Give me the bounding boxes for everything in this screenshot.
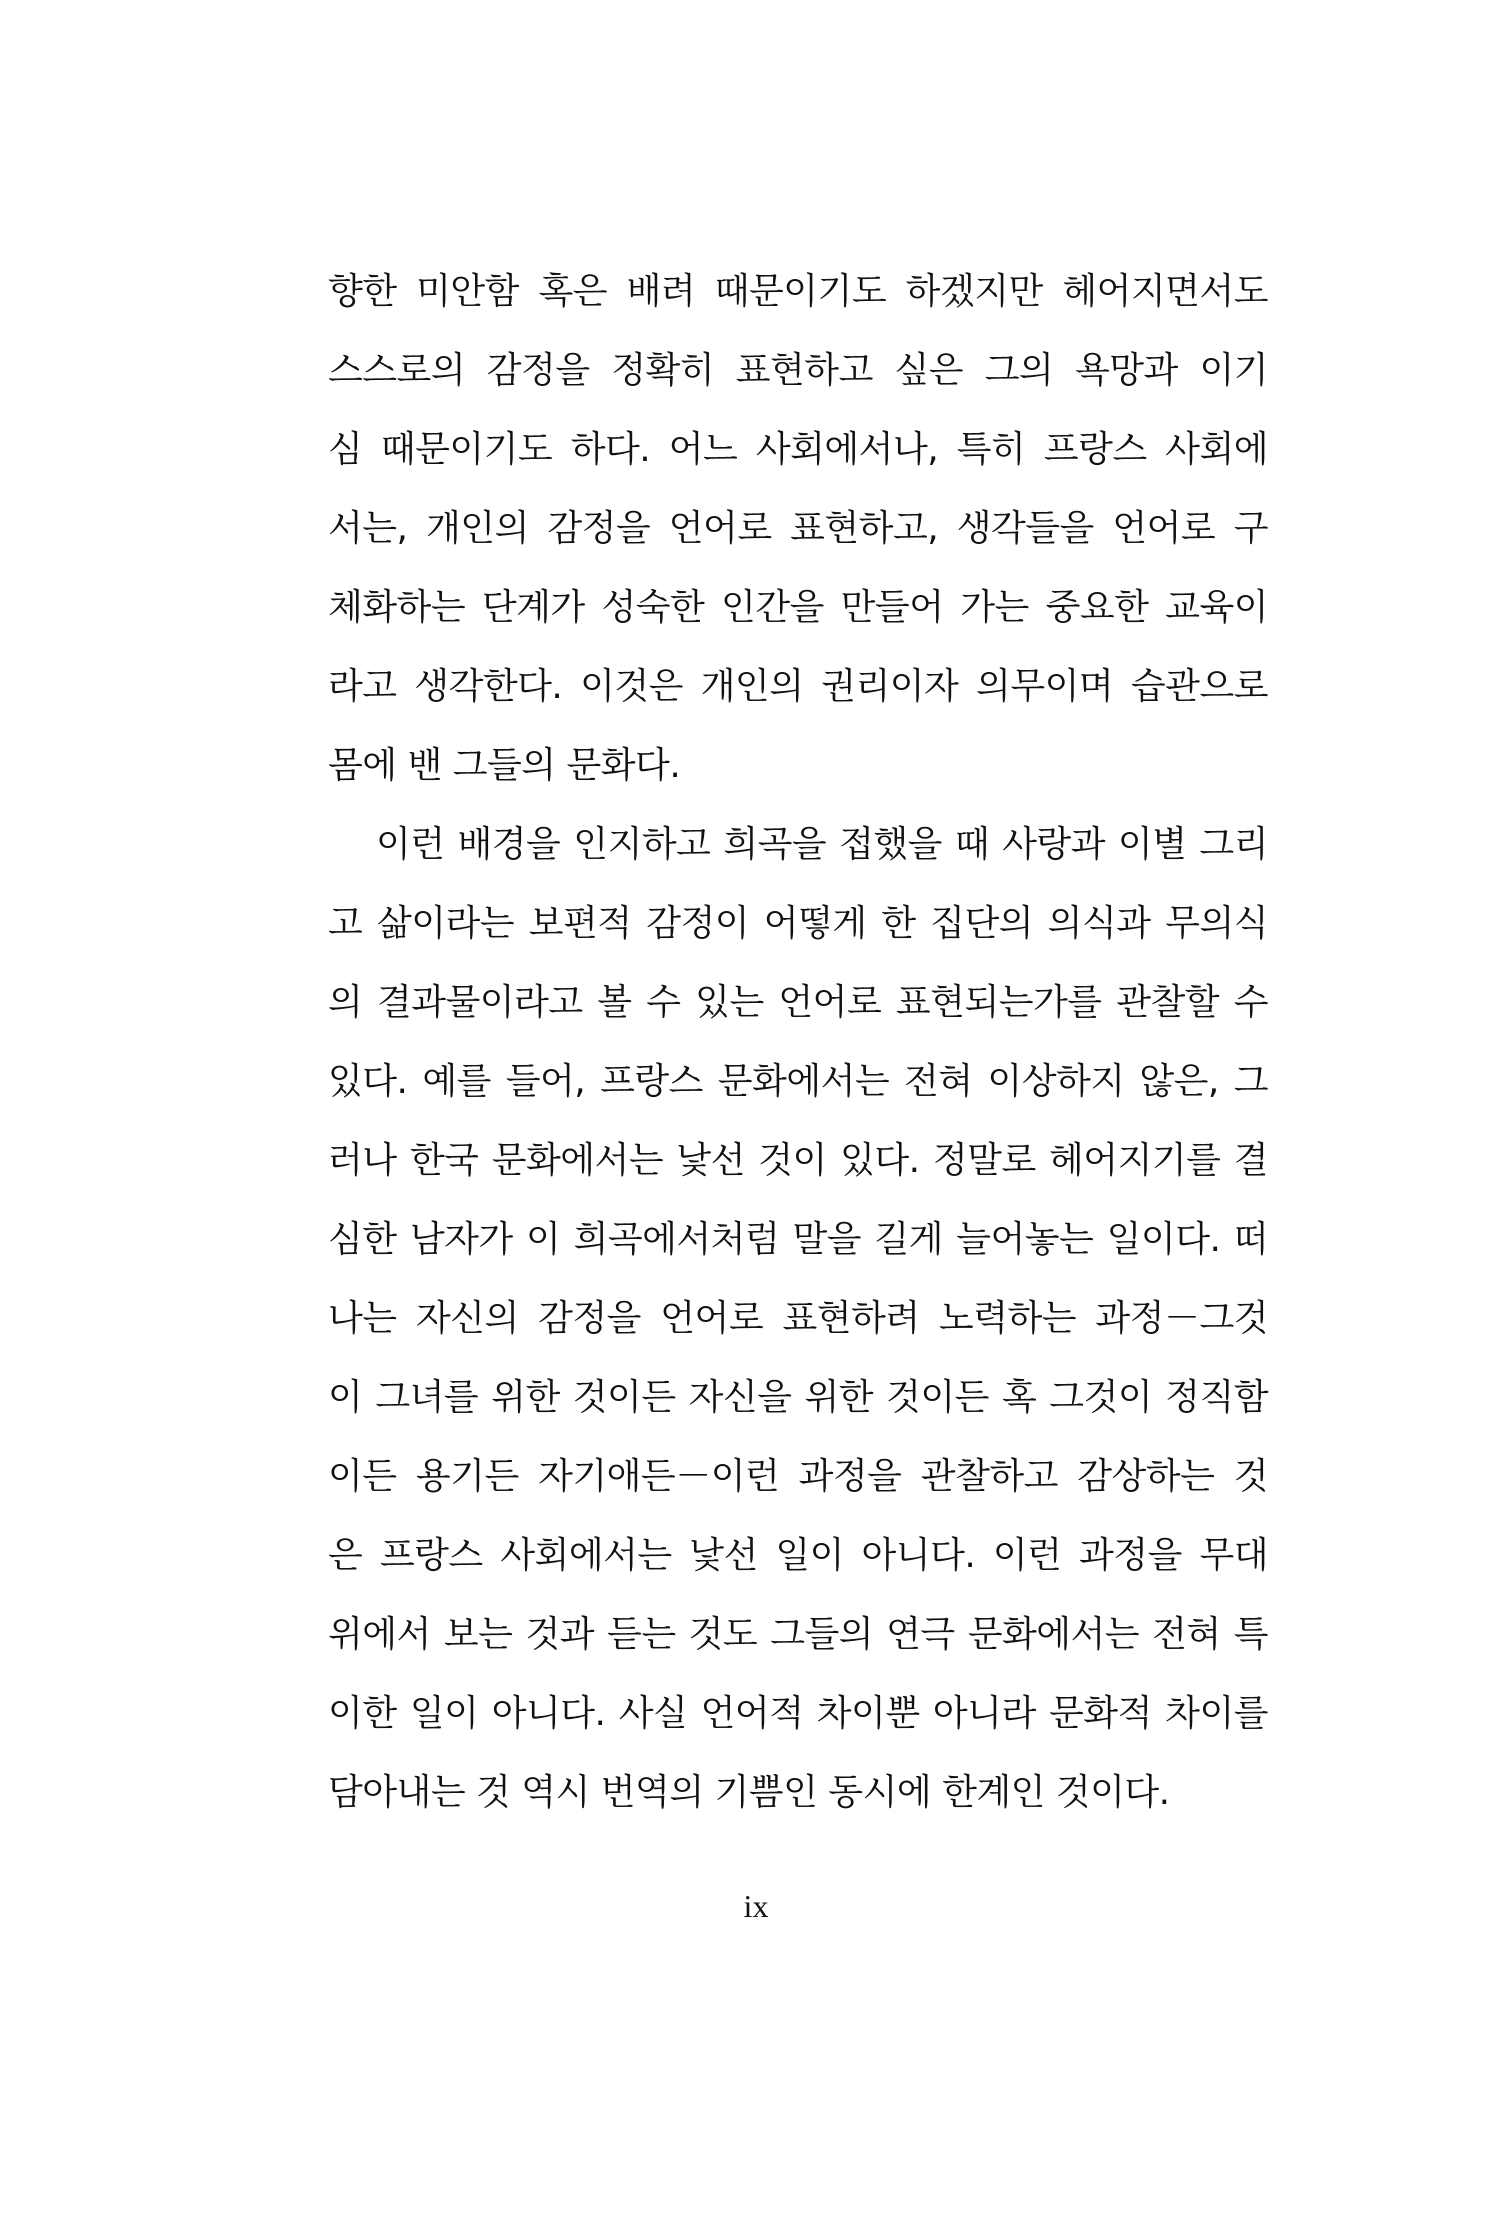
text-line: 은 프랑스 사회에서는 낯선 일이 아니다. 이런 과정을 무대 [328, 1535, 1268, 1576]
text-line-paragraph-end: 몸에 밴 그들의 문화다. [328, 745, 681, 786]
page-number: ix [743, 1888, 769, 1924]
text-line: 심한 남자가 이 희곡에서처럼 말을 길게 늘어놓는 일이다. 떠 [328, 1219, 1268, 1260]
text-line-paragraph-start: 이런 배경을 인지하고 희곡을 접했을 때 사랑과 이별 그리 [376, 824, 1268, 865]
text-line: 이 그녀를 위한 것이든 자신을 위한 것이든 혹 그것이 정직함 [328, 1377, 1268, 1418]
text-line: 이한 일이 아니다. 사실 언어적 차이뿐 아니라 문화적 차이를 [328, 1693, 1268, 1734]
body-text [328, 252, 1268, 1832]
text-line: 의 결과물이라고 볼 수 있는 언어로 표현되는가를 관찰할 수 [328, 982, 1268, 1023]
text-line: 있다. 예를 들어, 프랑스 문화에서는 전혀 이상하지 않은, 그 [328, 1061, 1268, 1102]
text-line-paragraph-end: 담아내는 것 역시 번역의 기쁨인 동시에 한계인 것이다. [328, 1772, 1170, 1813]
text-line: 향한 미안함 혹은 배려 때문이기도 하겠지만 헤어지면서도 [328, 271, 1268, 312]
text-line: 스스로의 감정을 정확히 표현하고 싶은 그의 욕망과 이기 [328, 350, 1268, 391]
text-line: 체화하는 단계가 성숙한 인간을 만들어 가는 중요한 교육이 [328, 587, 1268, 628]
text-line: 이든 용기든 자기애든－이런 과정을 관찰하고 감상하는 것 [328, 1456, 1268, 1497]
text-line: 심 때문이기도 하다. 어느 사회에서나, 특히 프랑스 사회에 [328, 429, 1268, 470]
text-line: 나는 자신의 감정을 언어로 표현하려 노력하는 과정－그것 [328, 1298, 1268, 1339]
text-line: 러나 한국 문화에서는 낯선 것이 있다. 정말로 헤어지기를 결 [328, 1140, 1268, 1181]
text-line: 서는, 개인의 감정을 언어로 표현하고, 생각들을 언어로 구 [328, 508, 1268, 549]
text-line: 위에서 보는 것과 듣는 것도 그들의 연극 문화에서는 전혀 특 [328, 1614, 1268, 1655]
text-line: 라고 생각한다. 이것은 개인의 권리이자 의무이며 습관으로 [328, 666, 1268, 707]
text-line: 고 삶이라는 보편적 감정이 어떻게 한 집단의 의식과 무의식 [328, 903, 1268, 944]
